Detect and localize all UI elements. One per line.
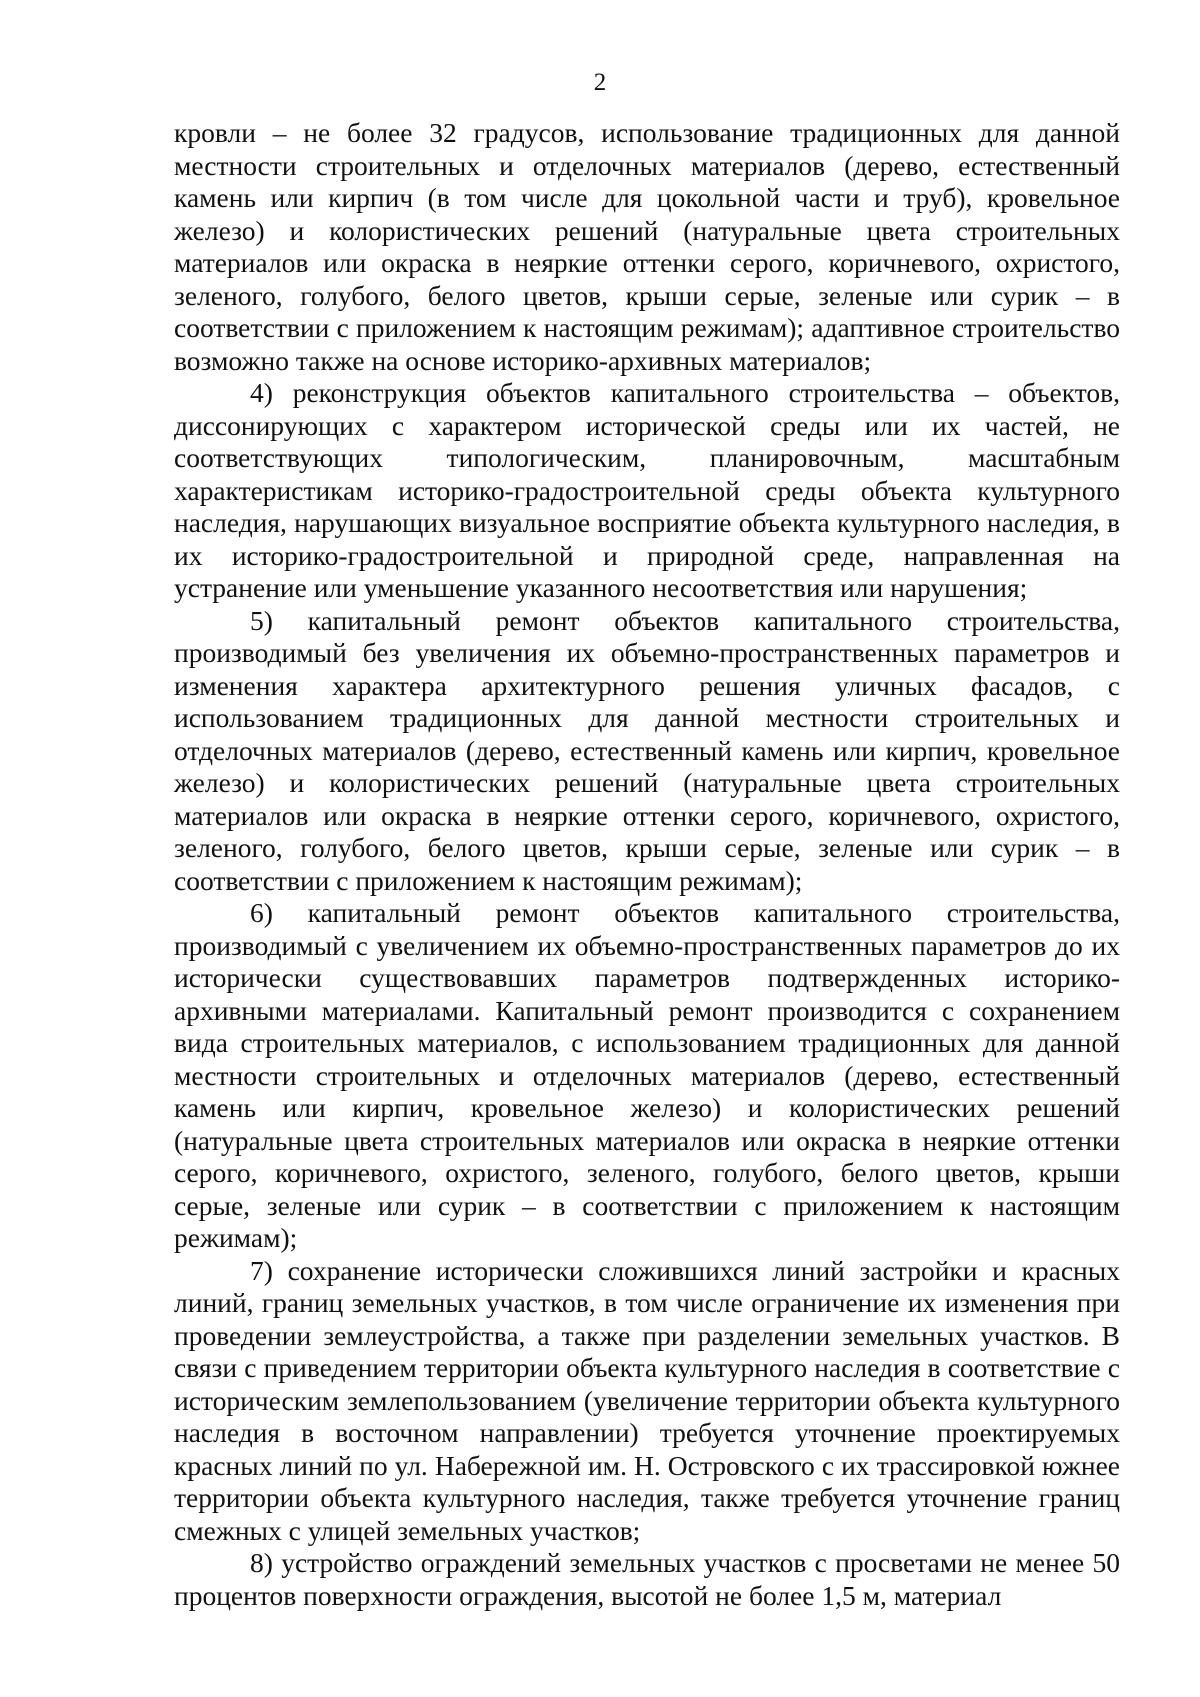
paragraph-item-5: 5) капитальный ремонт объектов капитального строительства, производимый без увеличения их объемно-пространственных параметров и изменения характера архитектурного решения уличных фасадов, с использованием традиционных для данной местности строительных и отделочных материалов (дерево, естественный камень или кирпич, кровельное железо) и колористических решений (натуральные цвета строительных материалов или окраска в неяркие оттенки серого, коричневого, охристого, зеленого, голубого, белого цветов, крыши серые, зеленые или сурик – в соответствии с приложением к настоящим режимам); bbox=[174, 604, 1120, 896]
paragraph-item-6: 6) капитальный ремонт объектов капитального строительства, производимый с увеличением их объемно-пространственных параметров до их исторически существовавших параметров подтвержденных историко-архивными материалами. Капитальный ремонт производится с сохранением вида строительных материалов, с использованием традиционных для данной местности строительных и отделочных материалов (дерево, естественный камень или кирпич, кровельное железо) и колористических решений (натуральные цвета строительных материалов или окраска в неяркие оттенки серого, коричневого, охристого, зеленого, голубого, белого цветов, крыши серые, зеленые или сурик – в соответствии с приложением к настоящим режимам); bbox=[174, 897, 1120, 1253]
document-body bbox=[174, 117, 1120, 1612]
paragraph-item-7: 7) сохранение исторически сложившихся линий застройки и красных линий, границ земельных участков, в том числе ограничение их изменения при проведении землеустройства, а также при разделении земельных участков. В связи с приведением территории объекта культурного наследия в соответствие с историческим землепользованием (увеличение территории объекта культурного наследия в восточном направлении) требуется уточнение проектируемых красных линий по ул. Набережной им. Н. Островского с их трассировкой южнее территории объекта культурного наследия, также требуется уточнение границ смежных с улицей земельных участков; bbox=[174, 1254, 1120, 1546]
page-number: 2 bbox=[593, 69, 607, 96]
paragraph-item-4: 4) реконструкция объектов капитального строительства – объектов, диссонирующих с характером исторической среды или их частей, не соответствующих типологическим, планировочным, масштабным характеристикам историко-градостроительной среды объекта культурного наследия, нарушающих визуальное восприятие объекта культурного наследия, в их историко-градостроительной и природной среде, направленная на устранение или уменьшение указанного несоответствия или нарушения; bbox=[174, 377, 1120, 603]
paragraph-continuation: кровли – не более 32 градусов, использование традиционных для данной местности строительных и отделочных материалов (дерево, естественный камень или кирпич (в том числе для цокольной части и труб), кровельное железо) и колористических решений (натуральные цвета строительных материалов или окраска в неяркие оттенки серого, коричневого, охристого, зеленого, голубого, белого цветов, крыши серые, зеленые или сурик – в соответствии с приложением к настоящим режимам); адаптивное строительство возможно также на основе историко-архивных материалов; bbox=[174, 117, 1120, 376]
paragraph-item-8: 8) устройство ограждений земельных участков с просветами не менее 50 процентов поверхности ограждения, высотой не более 1,5 м, материал bbox=[174, 1547, 1120, 1611]
